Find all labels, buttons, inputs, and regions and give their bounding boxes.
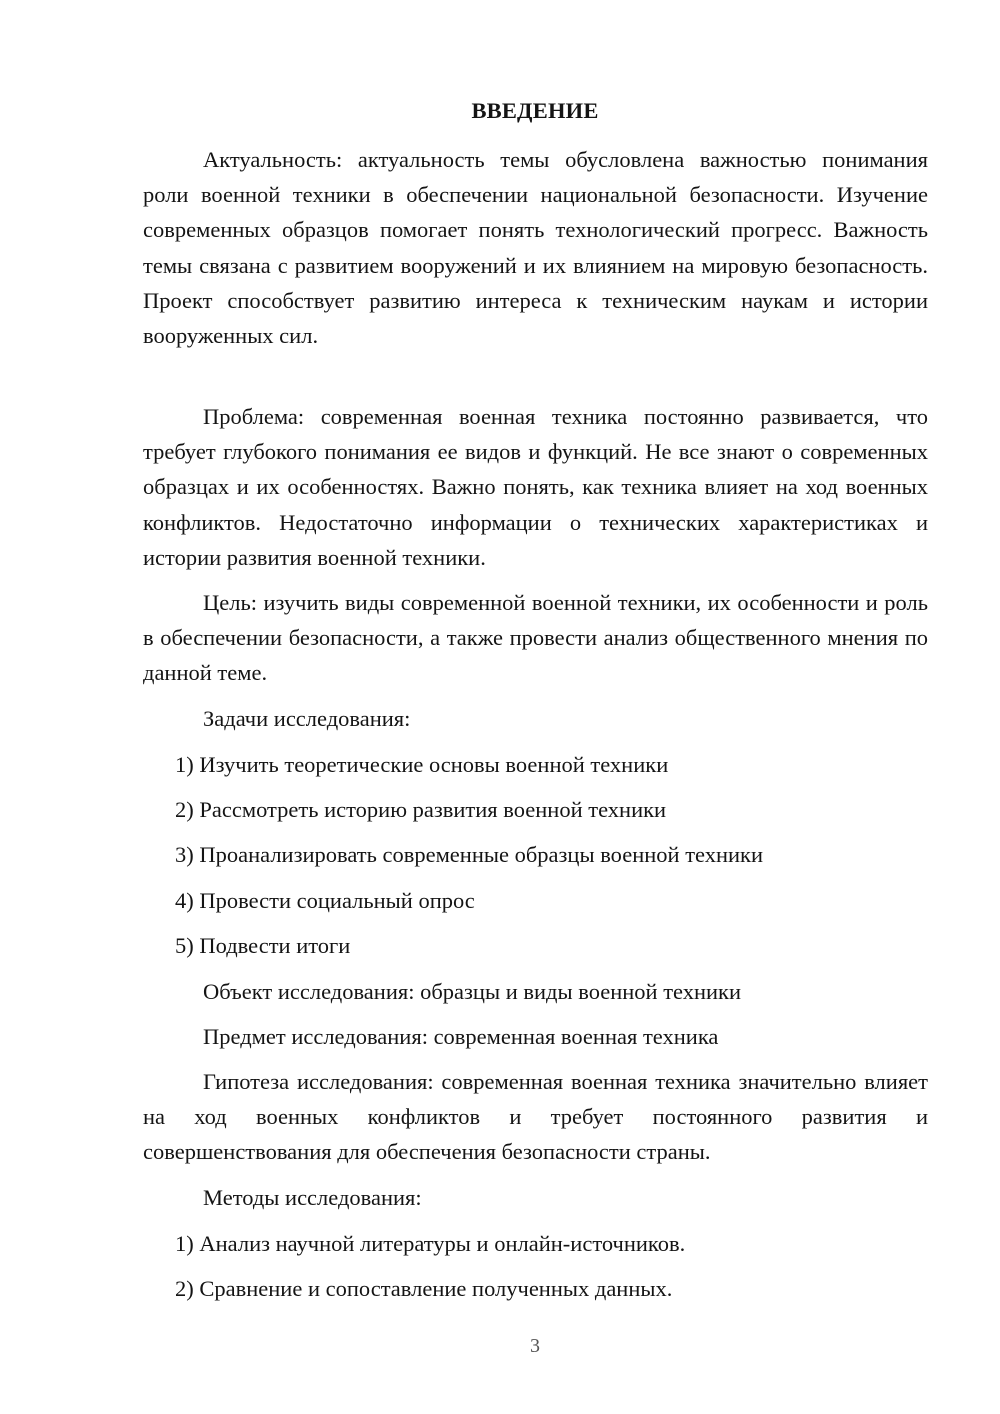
task-item: 2) Рассмотреть историю развития военной техники [175,797,667,822]
method-item: 2) Сравнение и сопоставление полученных данных. [175,1276,673,1301]
task-item: 3) Проанализировать современные образцы военной техники [175,842,764,867]
task-item: 4) Провести социальный опрос [175,888,475,913]
relevance-paragraph: Актуальность: актуальность темы обусловлена важностью понимания роли военной техники в обеспечении национальной безопасности. Изучение современных образцов помогает понять технологический прогресс. Важность темы связана с развитием вооружений и их влиянием на мировую безопасность. Проект способствует развитию интереса к техническим наукам и истории вооруженных сил. [143,147,928,349]
task-item: 1) Изучить теоретические основы военной техники [175,752,669,777]
page-number: 3 [530,1335,540,1357]
method-item: 1) Анализ научной литературы и онлайн-источников. [175,1231,686,1256]
methods-title: Методы исследования: [203,1185,422,1210]
section-heading: ВВЕДЕНИЕ [471,98,599,123]
research-subject: Предмет исследования: современная военная техника [203,1024,719,1049]
task-item: 5) Подвести итоги [175,933,351,958]
tasks-title: Задачи исследования: [203,706,411,731]
problem-paragraph: Проблема: современная военная техника постоянно развивается, что требует глубокого понимания ее видов и функций. Не все знают о современных образцах и их особенностях. Важно понять, как техника влияет на ход военных конфликтов. Недостаточно информации о технических характеристиках и истории развития военной техники. [143,404,928,570]
research-object: Объект исследования: образцы и виды военной техники [203,979,742,1004]
goal-paragraph: Цель: изучить виды современной военной техники, их особенности и роль в обеспечении безопасности, а также провести анализ общественного мнения по данной теме. [143,590,928,686]
hypothesis-paragraph: Гипотеза исследования: современная военная техника значительно влияет на ход военных конфликтов и требует постоянного развития и совершенствования для обеспечения безопасности страны. [143,1069,928,1165]
